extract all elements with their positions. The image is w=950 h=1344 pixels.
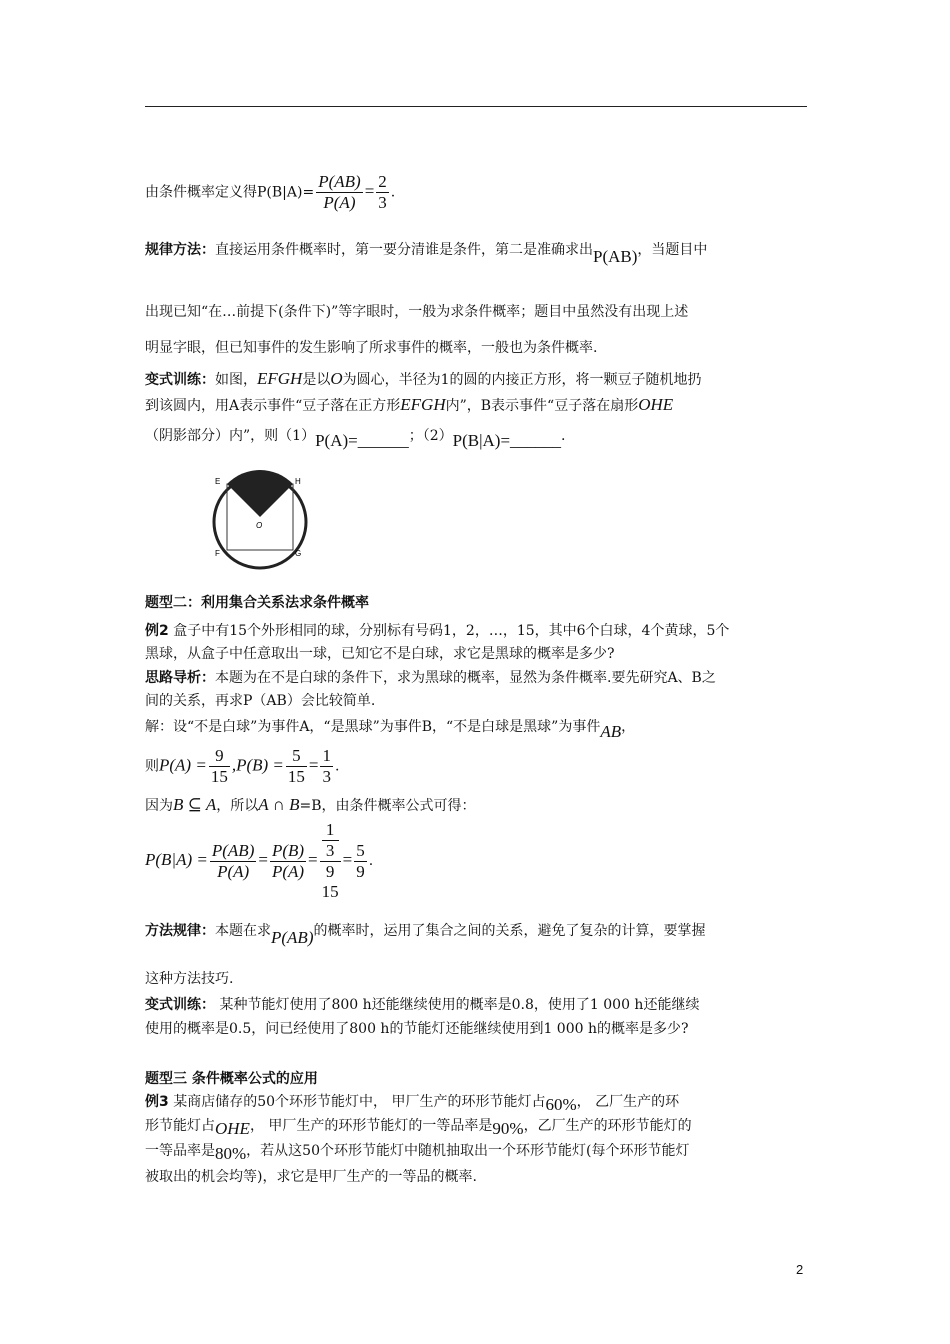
example-3-line-2: 形节能灯占OHE， 甲厂生产的环形节能灯的一等品率是90%，乙厂生产的环形节能灯的 — [145, 1118, 692, 1138]
variant-2-line-1: 变式训练： 某种节能灯使用了800 h还能继续使用的概率是0.8，使用了1 000 h还能继续 — [145, 997, 700, 1013]
circle-square-figure — [205, 470, 315, 575]
line-formula: P(B|A) = $\frac{P(AB)}{P(A)}$ = $\frac{P(B)}{P(A)}$ = 1 3 9 15 = $\frac{5}{9}$ . — [145, 820, 374, 901]
line-method-rule-2: 这种方法技巧. — [145, 971, 234, 987]
example-3-line-4: 被取出的机会均等)，求它是甲厂生产的一等品的概率. — [145, 1169, 477, 1185]
line-since: 因为B ⊆ A，所以A ∩ B=B，由条件概率公式可得： — [145, 795, 476, 814]
line-variant-1: 变式训练：如图，EFGH是以O为圆心，半径为1的圆的内接正方形，将一颗豆子随机地扔 — [145, 369, 702, 388]
line-4: 明显字眼，但已知事件的发生影响了所求事件的概率，一般也为条件概率. — [145, 340, 598, 356]
fraction-2-3: $\frac{2}{3}$ — [378, 172, 387, 212]
line-3: 出现已知“在…前提下(条件下)”等字眼时，一般为求条件概率；题目中虽然没有出现上述 — [145, 304, 689, 320]
page-number: 2 — [796, 1262, 804, 1277]
example-3-line-1: 例3 某商店储存的50个环形节能灯中， 甲厂生产的环形节能灯占60%， 乙厂生产的环 — [145, 1094, 680, 1114]
label-e: E — [215, 477, 221, 486]
line-probabilities: 则P(A) = $\frac{9}{15}$ ,P(B) = $\frac{5}{15}$ = $\frac{1}{3}$ . — [145, 746, 340, 786]
section-title-2: 题型二：利用集合关系法求条件概率 — [145, 595, 369, 611]
label-h: H — [295, 477, 301, 486]
example-2-line-2: 黑球，从盒子中任意取出一球，已知它不是白球，求它是黑球的概率是多少? — [145, 646, 615, 662]
variant-2-line-2: 使用的概率是0.5，问已经使用了800 h的节能灯还能继续使用到1 000 h的概率是多少? — [145, 1021, 689, 1037]
hint-line-2: 间的关系，再求P（AB）会比较简单. — [145, 693, 376, 709]
line-variant-2: 到该圆内，用A表示事件“豆子落在正方形EFGH内”，B表示事件“豆子落在扇形OHE — [145, 395, 674, 414]
line-definition: 由条件概率定义得P(B|A)= $\frac{P(AB)}{P(A)}$ = $\frac{2}{3}$ . — [145, 172, 396, 212]
example-3-line-3: 一等品率是80%，若从这50个环形节能灯中随机抽取出一个环形节能灯(每个环形节能灯 — [145, 1143, 690, 1163]
label-g: G — [295, 549, 302, 558]
solution-line: 解：设“不是白球”为事件A，“是黑球”为事件B，“不是白球是黑球”为事件AB， — [145, 719, 636, 741]
section-title-3: 题型三 条件概率公式的应用 — [145, 1071, 318, 1087]
line-rule-method: 规律方法：直接运用条件概率时，第一要分清谁是条件，第二是准确求出P(AB)，当题目中 — [145, 242, 708, 266]
line-method-rule: 方法规律：本题在求P(AB)的概率时，运用了集合之间的关系，避免了复杂的计算，要掌握 — [145, 923, 706, 947]
header-rule — [145, 106, 807, 107]
hint-line-1: 思路导析：本题为在不是白球的条件下，求为黑球的概率，显然为条件概率.要先研究A、B之 — [145, 670, 716, 686]
fraction-pab-over-pa: $\frac{P(AB)}{P(A)}$ — [318, 172, 361, 212]
example-2-line-1: 例2 盒子中有15个外形相同的球，分别标有号码1，2，…，15，其中6个白球，4个黄球，5个 — [145, 623, 730, 639]
line-variant-3: （阴影部分）内”，则（1）P(A)=______；（2）P(B|A)=______. — [145, 428, 566, 450]
label-f: F — [215, 549, 220, 558]
label-o: O — [256, 521, 263, 530]
